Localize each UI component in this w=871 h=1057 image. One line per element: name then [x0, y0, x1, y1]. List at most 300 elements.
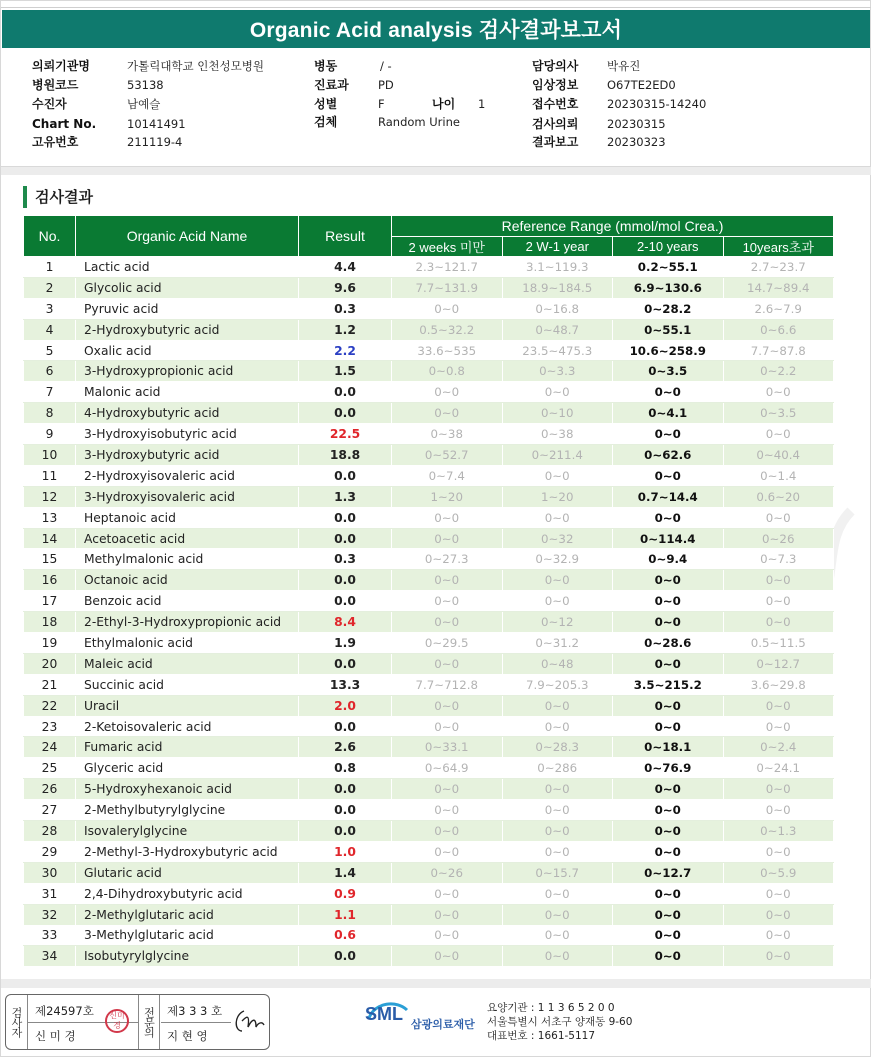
range-over-10y: 0~6.6 [723, 319, 834, 340]
label-result-report: 결과보고 [532, 135, 579, 149]
table-row [24, 570, 834, 591]
header-middle [314, 57, 514, 137]
range-over-10y: 0~0 [723, 904, 834, 925]
result-value: 1.1 [299, 904, 392, 925]
row-no: 12 [24, 486, 76, 507]
acid-name: 3-Hydroxyisobutyric acid [76, 424, 299, 445]
range-2w-1y: 0~3.3 [502, 361, 613, 382]
table-row [24, 737, 834, 758]
range-2-10y: 6.9~130.6 [613, 277, 724, 298]
range-over-10y: 7.7~87.8 [723, 340, 834, 361]
row-no: 21 [24, 674, 76, 695]
range-over-10y: 0~2.2 [723, 361, 834, 382]
range-over-10y: 0~0 [723, 382, 834, 403]
table-row [24, 361, 834, 382]
row-no: 1 [24, 257, 76, 278]
table-row [24, 946, 834, 967]
table-row [24, 403, 834, 424]
value-receipt-no: 20230315-14240 [607, 97, 707, 111]
range-2-10y: 0~0 [613, 904, 724, 925]
acid-name: 2-Methylbutyrylglycine [76, 800, 299, 821]
acid-name: Isovalerylglycine [76, 821, 299, 842]
row-no: 29 [24, 841, 76, 862]
range-over-10y: 0~1.4 [723, 465, 834, 486]
range-under-2weeks: 0~0 [392, 800, 503, 821]
range-2-10y: 0.2~55.1 [613, 257, 724, 278]
acid-name: 2,4-Dihydroxybutyric acid [76, 883, 299, 904]
label-unique-no: 고유번호 [32, 135, 79, 149]
range-2-10y: 0~0 [613, 591, 724, 612]
label-receipt-no: 접수번호 [532, 97, 579, 111]
result-value: 0.9 [299, 883, 392, 904]
range-over-10y: 0~0 [723, 841, 834, 862]
range-2-10y: 0~0 [613, 507, 724, 528]
tester-seal-icon [105, 1009, 129, 1033]
range-under-2weeks: 0~0 [392, 507, 503, 528]
label-specimen: 검체 [314, 115, 338, 129]
result-value: 0.3 [299, 298, 392, 319]
value-clinical-info: O67TE2ED0 [607, 78, 676, 92]
acid-name: 3-Hydroxypropionic acid [76, 361, 299, 382]
range-over-10y: 0~0 [723, 570, 834, 591]
range-2-10y: 0~0 [613, 382, 724, 403]
row-no: 3 [24, 298, 76, 319]
range-2w-1y: 0~31.2 [502, 633, 613, 654]
range-2w-1y: 0~0 [502, 800, 613, 821]
row-no: 22 [24, 695, 76, 716]
label-requesting-org: 의뢰기관명 [32, 59, 90, 73]
result-value: 22.5 [299, 424, 392, 445]
table-row [24, 653, 834, 674]
row-no: 17 [24, 591, 76, 612]
result-value: 0.0 [299, 382, 392, 403]
result-value: 2.6 [299, 737, 392, 758]
table-row [24, 382, 834, 403]
verifier-name: 지 현 영 [167, 1029, 208, 1043]
row-no: 6 [24, 361, 76, 382]
acid-name: Uracil [76, 695, 299, 716]
range-over-10y: 0~0 [723, 925, 834, 946]
range-2w-1y: 0~0 [502, 695, 613, 716]
range-under-2weeks: 0~7.4 [392, 465, 503, 486]
table-row [24, 465, 834, 486]
acid-name: 2-Hydroxybutyric acid [76, 319, 299, 340]
acid-name: 2-Methyl-3-Hydroxybutyric acid [76, 841, 299, 862]
value-requesting-org: 가톨릭대학교 인천성모병원 [127, 59, 264, 73]
range-over-10y: 0~2.4 [723, 737, 834, 758]
range-over-10y: 0~0 [723, 507, 834, 528]
range-2w-1y: 0~0 [502, 779, 613, 800]
range-over-10y: 0~0 [723, 716, 834, 737]
range-under-2weeks: 0~27.3 [392, 549, 503, 570]
range-2w-1y: 0~10 [502, 403, 613, 424]
range-2-10y: 0~55.1 [613, 319, 724, 340]
range-over-10y: 0~7.3 [723, 549, 834, 570]
acid-name: Malonic acid [76, 382, 299, 403]
acid-name: 2-Methylglutaric acid [76, 904, 299, 925]
result-value: 0.8 [299, 758, 392, 779]
range-2-10y: 0~0 [613, 841, 724, 862]
result-value: 8.4 [299, 612, 392, 633]
range-under-2weeks: 0~0 [392, 821, 503, 842]
range-under-2weeks: 33.6~535 [392, 340, 503, 361]
label-hospital-code: 병원코드 [32, 78, 79, 92]
logo-name: 삼광의료재단 [411, 1018, 475, 1031]
range-under-2weeks: 0~52.7 [392, 445, 503, 466]
signature-box [5, 994, 270, 1050]
range-under-2weeks: 0~0 [392, 779, 503, 800]
range-over-10y: 0~0 [723, 800, 834, 821]
range-2-10y: 0~28.2 [613, 298, 724, 319]
row-no: 30 [24, 862, 76, 883]
header-right [532, 57, 732, 157]
table-row [24, 507, 834, 528]
range-over-10y: 14.7~89.4 [723, 277, 834, 298]
value-chart-no: 10141491 [127, 117, 186, 131]
range-2w-1y: 0~0 [502, 821, 613, 842]
result-value: 0.0 [299, 800, 392, 821]
range-2-10y: 0~0 [613, 424, 724, 445]
logo-mark: SML [365, 1004, 403, 1024]
range-2w-1y: 1~20 [502, 486, 613, 507]
result-value: 2.0 [299, 695, 392, 716]
range-2w-1y: 0~15.7 [502, 862, 613, 883]
table-row [24, 841, 834, 862]
result-value: 1.5 [299, 361, 392, 382]
result-value: 2.2 [299, 340, 392, 361]
range-2w-1y: 0~0 [502, 507, 613, 528]
row-no: 11 [24, 465, 76, 486]
row-no: 27 [24, 800, 76, 821]
label-chart-no: Chart No. [32, 117, 97, 131]
range-over-10y: 3.6~29.8 [723, 674, 834, 695]
range-2-10y: 0~0 [613, 465, 724, 486]
range-2w-1y: 0~28.3 [502, 737, 613, 758]
result-value: 9.6 [299, 277, 392, 298]
range-2-10y: 0~12.7 [613, 862, 724, 883]
row-no: 19 [24, 633, 76, 654]
acid-name: 4-Hydroxybutyric acid [76, 403, 299, 424]
table-row [24, 486, 834, 507]
range-under-2weeks: 0~0 [392, 382, 503, 403]
table-row [24, 758, 834, 779]
range-under-2weeks: 2.3~121.7 [392, 257, 503, 278]
table-row [24, 821, 834, 842]
label-patient: 수진자 [32, 97, 67, 111]
row-no: 31 [24, 883, 76, 904]
lab-info-line: 대표번호 : 1661-5117 [487, 1030, 596, 1042]
range-over-10y: 0~40.4 [723, 445, 834, 466]
range-over-10y: 0~0 [723, 424, 834, 445]
label-department: 진료과 [314, 78, 349, 92]
acid-name: Glycolic acid [76, 277, 299, 298]
acid-name: Fumaric acid [76, 737, 299, 758]
value-result-report: 20230323 [607, 135, 666, 149]
value-unique-no: 211119-4 [127, 135, 183, 149]
range-2-10y: 0~0 [613, 779, 724, 800]
range-over-10y: 0~0 [723, 946, 834, 967]
tester-name: 신 미 경 [35, 1029, 76, 1043]
table-row [24, 257, 834, 278]
range-over-10y: 0~24.1 [723, 758, 834, 779]
result-value: 0.0 [299, 716, 392, 737]
table-row [24, 862, 834, 883]
table-row [24, 779, 834, 800]
table-row [24, 925, 834, 946]
lab-info [487, 1001, 632, 1043]
range-under-2weeks: 0~38 [392, 424, 503, 445]
acid-name: 3-Methylglutaric acid [76, 925, 299, 946]
range-2-10y: 0~0 [613, 821, 724, 842]
result-value: 0.0 [299, 779, 392, 800]
row-no: 18 [24, 612, 76, 633]
row-no: 7 [24, 382, 76, 403]
lab-info-line: 요양기관 : 1 1 3 6 5 2 0 0 [487, 1002, 615, 1014]
result-value: 0.0 [299, 591, 392, 612]
table-row [24, 528, 834, 549]
table-row [24, 445, 834, 466]
header-range-over-10y: 10years초과 [723, 237, 834, 257]
acid-name: 3-Hydroxybutyric acid [76, 445, 299, 466]
range-under-2weeks: 0~29.5 [392, 633, 503, 654]
acid-name: Methylmalonic acid [76, 549, 299, 570]
range-2w-1y: 0~38 [502, 424, 613, 445]
verifier-signature-icon [232, 1007, 266, 1037]
range-2-10y: 0~62.6 [613, 445, 724, 466]
lab-logo [365, 1000, 485, 1044]
result-value: 1.2 [299, 319, 392, 340]
range-over-10y: 0~12.7 [723, 653, 834, 674]
table-row [24, 612, 834, 633]
range-2-10y: 0~0 [613, 570, 724, 591]
range-2-10y: 0~0 [613, 653, 724, 674]
table-row [24, 298, 834, 319]
acid-name: Maleic acid [76, 653, 299, 674]
tester-label: 검사자 [6, 995, 28, 1049]
row-no: 26 [24, 779, 76, 800]
header-reference-range: Reference Range (mmol/mol Crea.) [392, 216, 834, 237]
row-no: 23 [24, 716, 76, 737]
result-value: 1.9 [299, 633, 392, 654]
label-sex: 성별 [314, 97, 338, 111]
range-2w-1y: 3.1~119.3 [502, 257, 613, 278]
range-under-2weeks: 0~0 [392, 841, 503, 862]
range-2-10y: 0~18.1 [613, 737, 724, 758]
range-2-10y: 3.5~215.2 [613, 674, 724, 695]
header-result: Result [299, 216, 392, 257]
result-value: 0.6 [299, 925, 392, 946]
range-over-10y: 0.6~20 [723, 486, 834, 507]
range-over-10y: 0~0 [723, 612, 834, 633]
result-value: 18.8 [299, 445, 392, 466]
row-no: 16 [24, 570, 76, 591]
range-2-10y: 0~9.4 [613, 549, 724, 570]
range-2-10y: 0~0 [613, 800, 724, 821]
top-border [1, 1, 871, 8]
row-no: 24 [24, 737, 76, 758]
acid-name: Oxalic acid [76, 340, 299, 361]
range-2w-1y: 23.5~475.3 [502, 340, 613, 361]
range-2w-1y: 18.9~184.5 [502, 277, 613, 298]
table-row [24, 319, 834, 340]
range-under-2weeks: 0~33.1 [392, 737, 503, 758]
header-divider [1, 166, 871, 175]
range-over-10y: 0~0 [723, 591, 834, 612]
row-no: 5 [24, 340, 76, 361]
range-over-10y: 0~0 [723, 695, 834, 716]
range-under-2weeks: 0~0 [392, 528, 503, 549]
range-2w-1y: 0~0 [502, 716, 613, 737]
range-under-2weeks: 0~0 [392, 570, 503, 591]
range-2w-1y: 0~286 [502, 758, 613, 779]
range-under-2weeks: 0~0 [392, 695, 503, 716]
value-sex: F [378, 97, 385, 111]
range-under-2weeks: 0~0.8 [392, 361, 503, 382]
result-value: 4.4 [299, 257, 392, 278]
label-doctor: 담당의사 [532, 59, 579, 73]
range-under-2weeks: 0~64.9 [392, 758, 503, 779]
row-no: 8 [24, 403, 76, 424]
range-2-10y: 0~0 [613, 883, 724, 904]
range-under-2weeks: 0~0 [392, 653, 503, 674]
range-2w-1y: 0~0 [502, 591, 613, 612]
range-under-2weeks: 7.7~131.9 [392, 277, 503, 298]
table-row [24, 904, 834, 925]
value-ward: / - [380, 59, 392, 73]
row-no: 13 [24, 507, 76, 528]
verifier-row-divider [161, 1022, 231, 1023]
range-over-10y: 0~26 [723, 528, 834, 549]
value-age: 1 [478, 97, 486, 111]
tester-seal-text: 신미경 [109, 1011, 125, 1030]
range-2-10y: 0~0 [613, 695, 724, 716]
result-value: 0.0 [299, 528, 392, 549]
row-no: 4 [24, 319, 76, 340]
header-range-2w-1y: 2 W-1 year [502, 237, 613, 257]
row-no: 20 [24, 653, 76, 674]
row-no: 2 [24, 277, 76, 298]
range-2-10y: 0~76.9 [613, 758, 724, 779]
range-2w-1y: 0~48 [502, 653, 613, 674]
row-no: 15 [24, 549, 76, 570]
range-under-2weeks: 0~0 [392, 403, 503, 424]
row-no: 28 [24, 821, 76, 842]
range-over-10y: 0~0 [723, 883, 834, 904]
range-2w-1y: 0~0 [502, 382, 613, 403]
range-under-2weeks: 0~0 [392, 946, 503, 967]
acid-name: Heptanoic acid [76, 507, 299, 528]
range-2w-1y: 0~0 [502, 841, 613, 862]
verifier-license: 제3 3 3 호 [167, 1004, 223, 1018]
acid-name: Succinic acid [76, 674, 299, 695]
result-value: 1.4 [299, 862, 392, 883]
range-under-2weeks: 1~20 [392, 486, 503, 507]
value-specimen: Random Urine [378, 115, 460, 129]
header-range-under-2weeks: 2 weeks 미만 [392, 237, 503, 257]
row-no: 25 [24, 758, 76, 779]
acid-name: 2-Hydroxyisovaleric acid [76, 465, 299, 486]
range-2w-1y: 0~32.9 [502, 549, 613, 570]
range-over-10y: 0~1.3 [723, 821, 834, 842]
table-row [24, 591, 834, 612]
header-no: No. [24, 216, 76, 257]
range-under-2weeks: 7.7~712.8 [392, 674, 503, 695]
table-row [24, 883, 834, 904]
table-row [24, 716, 834, 737]
results-body [24, 257, 834, 967]
range-2-10y: 0~0 [613, 946, 724, 967]
range-2w-1y: 0~211.4 [502, 445, 613, 466]
row-no: 33 [24, 925, 76, 946]
range-2w-1y: 0~16.8 [502, 298, 613, 319]
value-department: PD [378, 78, 394, 92]
table-row [24, 674, 834, 695]
result-value: 0.3 [299, 549, 392, 570]
verifier-label: 전문의 [138, 995, 160, 1049]
table-row [24, 277, 834, 298]
range-under-2weeks: 0~0 [392, 298, 503, 319]
range-2-10y: 0~3.5 [613, 361, 724, 382]
results-table [23, 215, 834, 967]
report-title: Organic Acid analysis 검사결과보고서 [2, 10, 870, 48]
value-hospital-code: 53138 [127, 78, 164, 92]
table-row [24, 800, 834, 821]
acid-name: Lactic acid [76, 257, 299, 278]
result-value: 0.0 [299, 570, 392, 591]
acid-name: Acetoacetic acid [76, 528, 299, 549]
range-2-10y: 0.7~14.4 [613, 486, 724, 507]
row-no: 32 [24, 904, 76, 925]
range-under-2weeks: 0~0 [392, 925, 503, 946]
result-value: 0.0 [299, 403, 392, 424]
row-no: 34 [24, 946, 76, 967]
acid-name: Pyruvic acid [76, 298, 299, 319]
range-under-2weeks: 0.5~32.2 [392, 319, 503, 340]
range-2w-1y: 0~48.7 [502, 319, 613, 340]
label-test-request: 검사의뢰 [532, 117, 579, 131]
result-value: 0.0 [299, 465, 392, 486]
table-row [24, 549, 834, 570]
acid-name: 2-Ketoisovaleric acid [76, 716, 299, 737]
range-2-10y: 0~0 [613, 925, 724, 946]
range-2w-1y: 0~0 [502, 570, 613, 591]
range-over-10y: 0~0 [723, 779, 834, 800]
label-clinical-info: 임상정보 [532, 78, 579, 92]
range-under-2weeks: 0~0 [392, 883, 503, 904]
range-over-10y: 0.5~11.5 [723, 633, 834, 654]
result-value: 0.0 [299, 507, 392, 528]
acid-name: Ethylmalonic acid [76, 633, 299, 654]
range-over-10y: 0~3.5 [723, 403, 834, 424]
range-2-10y: 0~28.6 [613, 633, 724, 654]
range-under-2weeks: 0~0 [392, 716, 503, 737]
result-value: 1.3 [299, 486, 392, 507]
footer-divider [1, 979, 871, 988]
result-value: 13.3 [299, 674, 392, 695]
label-ward: 병동 [314, 59, 338, 73]
table-row [24, 633, 834, 654]
acid-name: Glutaric acid [76, 862, 299, 883]
range-under-2weeks: 0~26 [392, 862, 503, 883]
range-2w-1y: 0~0 [502, 465, 613, 486]
header-name: Organic Acid Name [76, 216, 299, 257]
range-over-10y: 2.7~23.7 [723, 257, 834, 278]
tester-license: 제24597호 [35, 1004, 94, 1018]
range-2w-1y: 7.9~205.3 [502, 674, 613, 695]
range-2-10y: 0~4.1 [613, 403, 724, 424]
section-title: 검사결과 [23, 186, 93, 208]
range-2-10y: 0~114.4 [613, 528, 724, 549]
